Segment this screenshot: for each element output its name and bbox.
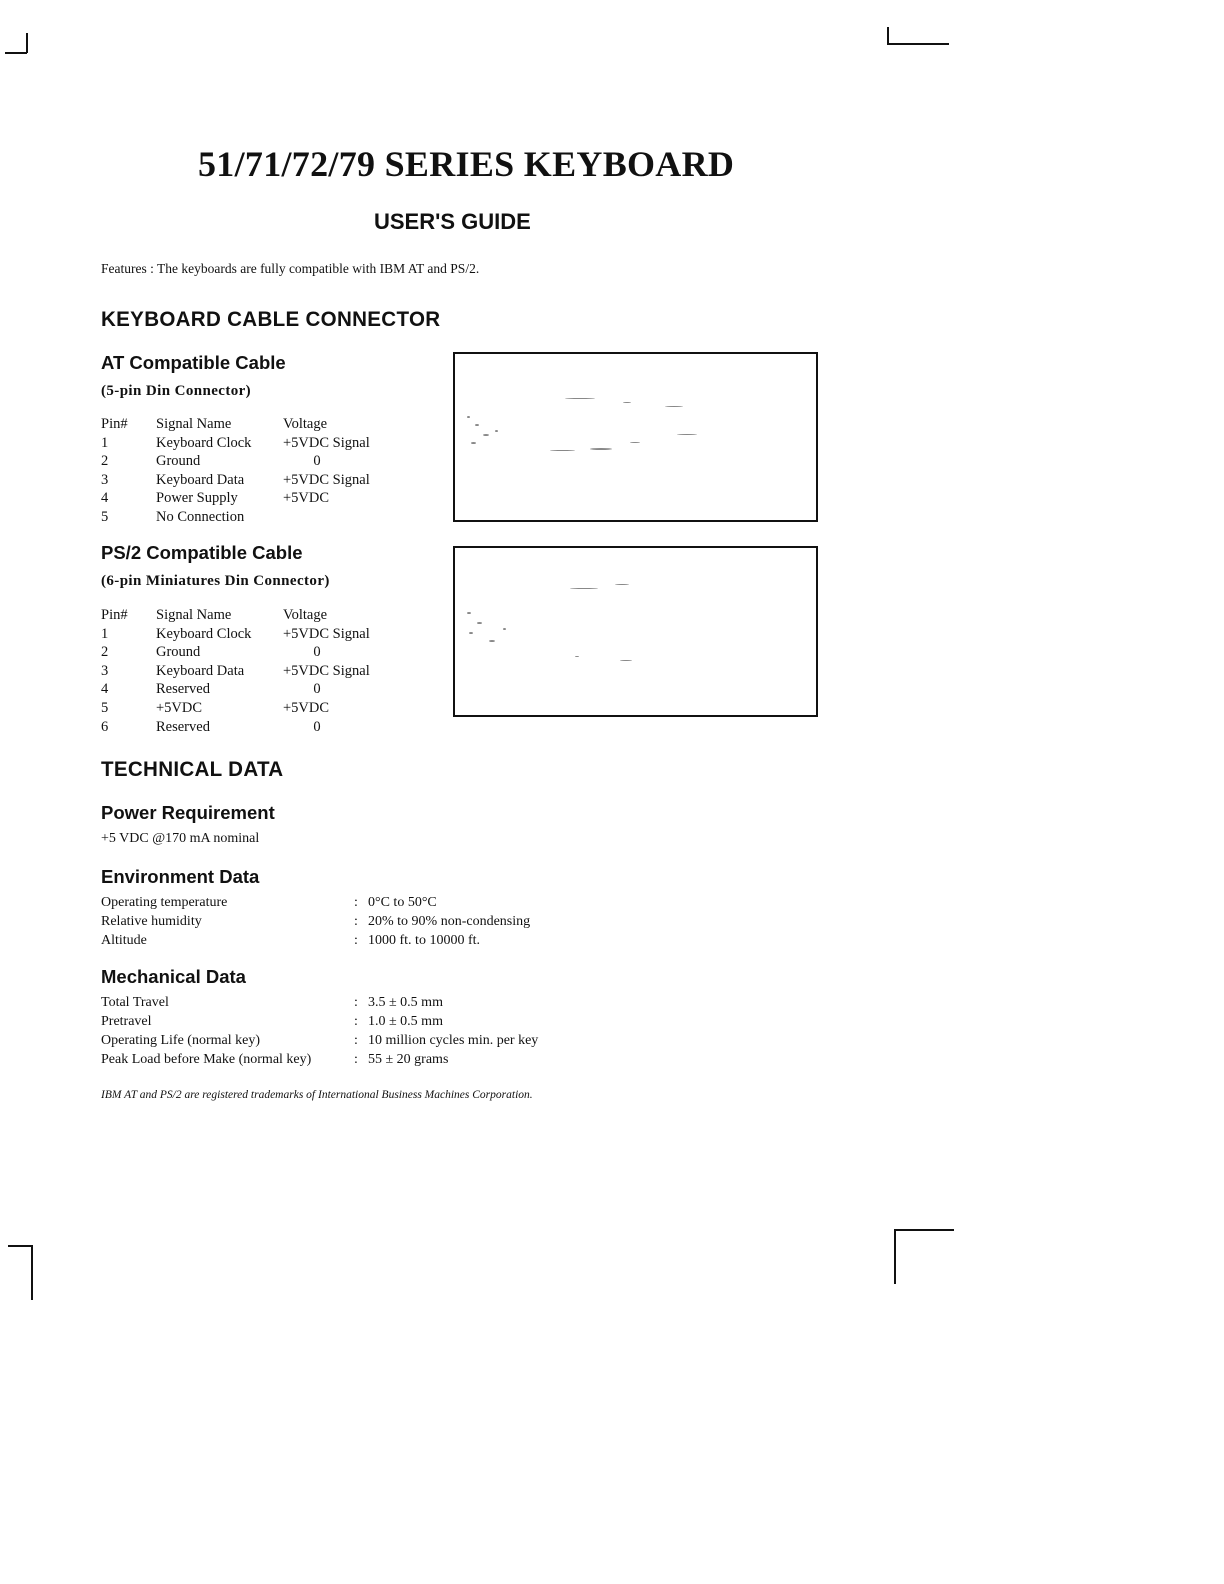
spec-label: Peak Load before Make (normal key) [101,1052,312,1067]
spec-label: Relative humidity [101,914,202,929]
pin-number: 3 [101,662,109,679]
diagram-speck [467,416,470,418]
signal-name: Reserved [156,681,210,698]
voltage: +5VDC [283,699,330,716]
diagram-speck [575,656,579,657]
pin-number: 4 [101,490,109,507]
crop-mark-bottom-right [894,1229,954,1231]
spec-separator: : [354,1033,358,1048]
voltage: +5VDC Signal [283,625,370,642]
pin-number: 5 [101,699,109,716]
spec-label: Altitude [101,933,147,948]
at-cable-title: AT Compatible Cable [101,352,286,373]
column-header: Signal Name [156,607,232,623]
table-row [101,681,401,700]
table-row [101,1014,581,1033]
at-cable-note: (5-pin Din Connector) [101,383,252,399]
spec-value: 3.5 ± 0.5 mm [368,995,443,1010]
spec-label: Pretravel [101,1014,152,1029]
column-header: Pin# [101,607,128,623]
pin-number: 2 [101,644,109,661]
spec-label: Total Travel [101,995,169,1010]
signal-name: +5VDC [156,699,203,716]
signal-name: Keyboard Clock [156,434,252,451]
spec-separator: : [354,895,358,910]
diagram-speck [477,622,482,624]
signal-name: Ground [156,453,201,470]
pin-number: 2 [101,453,109,470]
table-row [101,472,401,491]
table-row [101,663,401,682]
diagram-speck [565,398,595,399]
ps2-connector-diagram [453,546,818,717]
mechanical-data-title: Mechanical Data [101,966,246,987]
diagram-speck [489,640,495,642]
signal-name: Keyboard Clock [156,625,252,642]
table-row [101,490,401,509]
signal-name: Ground [156,644,201,661]
table-row [101,895,581,914]
signal-name: Keyboard Data [156,471,245,488]
spec-separator: : [354,1052,358,1067]
diagram-speck [665,406,683,407]
table-row [101,1033,581,1052]
mechanical-data-table [101,995,581,1071]
technical-section-heading: TECHNICAL DATA [101,758,284,781]
crop-mark-top-left [26,33,28,53]
signal-name: Reserved [156,718,210,735]
ps2-cable-note: (6-pin Miniatures Din Connector) [101,573,330,589]
table-row [101,995,581,1014]
diagram-speck [630,442,640,443]
spec-label: Operating Life (normal key) [101,1033,260,1048]
crop-mark-bottom-left [31,1245,33,1300]
table-header-row [101,607,401,626]
table-header-row [101,416,401,435]
spec-separator: : [354,914,358,929]
signal-name: Keyboard Data [156,662,245,679]
table-row [101,700,401,719]
voltage: +5VDC [283,490,330,507]
diagram-speck [467,612,471,614]
trademark-notice: IBM AT and PS/2 are registered trademarks of International Business Machines Corporation. [101,1089,533,1101]
column-header: Pin# [101,416,128,432]
pin-number: 6 [101,718,109,735]
pin-number: 1 [101,625,109,642]
voltage: 0 [313,681,321,698]
spec-value: 20% to 90% non-condensing [368,914,531,929]
diagram-speck [471,442,476,444]
table-row [101,914,581,933]
spec-separator: : [354,933,358,948]
signal-name: No Connection [156,508,245,525]
crop-mark-top-left [5,52,27,54]
spec-separator: : [354,995,358,1010]
power-requirement-title: Power Requirement [101,802,275,823]
voltage: 0 [313,453,321,470]
spec-value: 1.0 ± 0.5 mm [368,1014,443,1029]
power-requirement-text: +5 VDC @170 mA nominal [101,831,260,846]
diagram-speck [623,402,631,403]
spec-value: 1000 ft. to 10000 ft. [368,933,480,948]
spec-value: 10 million cycles min. per key [368,1033,539,1048]
diagram-speck [620,660,632,661]
connector-section-heading: KEYBOARD CABLE CONNECTOR [101,308,441,331]
crop-mark-top-right [887,27,889,44]
page-title: 51/71/72/79 SERIES KEYBOARD [198,144,735,184]
signal-name: Power Supply [156,490,238,507]
environment-data-title: Environment Data [101,866,260,887]
pin-number: 1 [101,434,109,451]
voltage: +5VDC Signal [283,471,370,488]
column-header: Signal Name [156,416,232,432]
diagram-speck [615,584,629,585]
diagram-speck [590,448,612,450]
voltage: 0 [313,644,321,661]
crop-mark-bottom-right [894,1229,896,1284]
ps2-cable-title: PS/2 Compatible Cable [101,542,303,563]
diagram-speck [475,424,479,426]
page-subtitle: USER'S GUIDE [374,209,531,234]
features-text: Features : The keyboards are fully compatible with IBM AT and PS/2. [101,261,480,276]
spec-value: 55 ± 20 grams [368,1052,449,1067]
diagram-speck [503,628,506,630]
diagram-speck [495,430,498,432]
spec-separator: : [354,1014,358,1029]
table-row [101,626,401,645]
environment-data-table [101,895,581,952]
ps2-pin-table [101,607,401,737]
table-row [101,435,401,454]
at-pin-table [101,416,401,528]
pin-number: 4 [101,681,109,698]
table-row [101,933,581,952]
voltage: +5VDC Signal [283,434,370,451]
voltage: +5VDC Signal [283,662,370,679]
voltage: 0 [313,718,321,735]
table-row [101,1052,581,1071]
spec-label: Operating temperature [101,895,228,910]
diagram-speck [469,632,473,634]
diagram-speck [570,588,598,589]
table-row [101,719,401,738]
pin-number: 3 [101,471,109,488]
table-row [101,509,401,528]
at-connector-diagram [453,352,818,522]
column-header: Voltage [283,416,328,432]
crop-mark-bottom-left [8,1245,32,1247]
column-header: Voltage [283,607,328,623]
diagram-speck [677,434,697,435]
diagram-speck [483,434,489,436]
table-row [101,644,401,663]
spec-value: 0°C to 50°C [368,895,437,910]
crop-mark-top-right [887,43,949,45]
pin-number: 5 [101,508,109,525]
diagram-speck [550,450,575,451]
table-row [101,453,401,472]
